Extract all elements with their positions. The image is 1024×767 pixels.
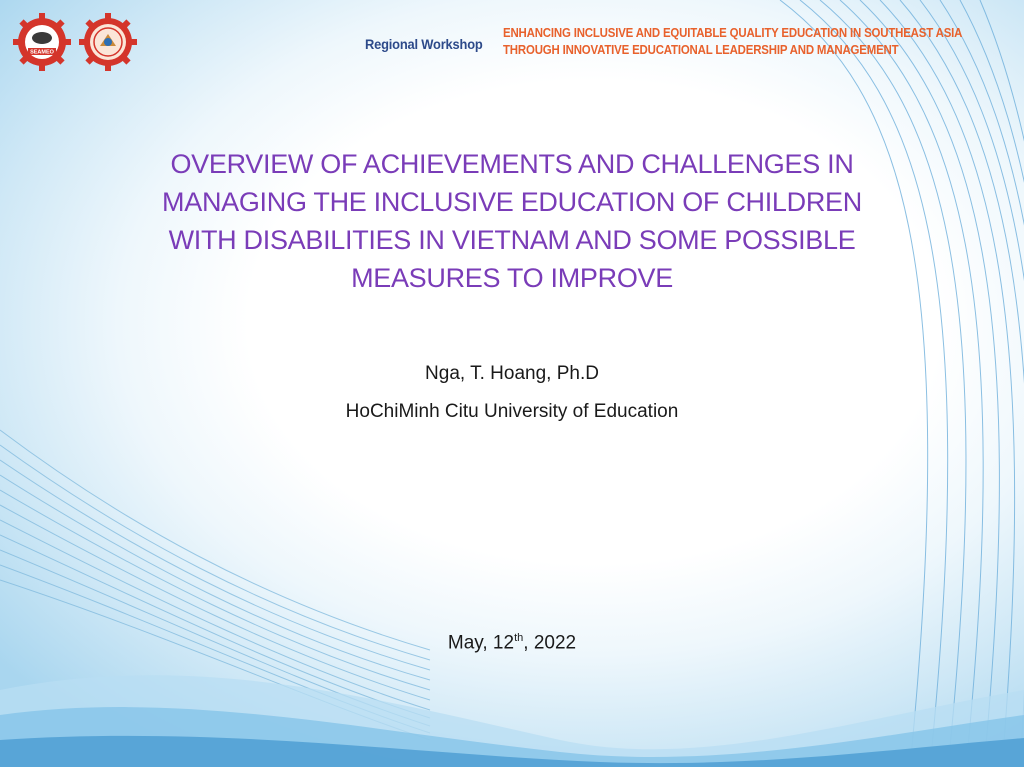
title-line: OVERVIEW OF ACHIEVEMENTS AND CHALLENGES IN — [170, 149, 854, 179]
workshop-theme-line2: THROUGH INNOVATIVE EDUCATIONAL LEADERSHIP AND MANAGEMENT — [502, 42, 899, 57]
presentation-date — [0, 632, 1024, 654]
seameo-logo-text: SEAMEO — [30, 49, 54, 56]
workshop-header — [365, 24, 1024, 58]
presentation-title — [112, 145, 912, 297]
workshop-theme — [503, 24, 962, 58]
seameo-logo — [12, 12, 72, 72]
date-ordinal-suffix: th — [514, 632, 524, 644]
title-line: MANAGING THE INCLUSIVE EDUCATION OF CHILDREN — [162, 187, 862, 217]
author-name: Nga, T. Hoang, Ph.D — [425, 363, 599, 384]
date-rest: , 2022 — [523, 632, 577, 654]
workshop-label: Regional Workshop — [365, 36, 483, 52]
author-affiliation: HoChiMinh Citu University of Education — [345, 401, 679, 422]
institution-seal-logo — [78, 12, 138, 72]
title-line: WITH DISABILITIES IN VIETNAM AND SOME POSSIBLE — [168, 225, 856, 255]
title-line: MEASURES TO IMPROVE — [351, 263, 673, 293]
date-prefix: May, 12 — [447, 632, 515, 654]
workshop-theme-line1: ENHANCING INCLUSIVE AND EQUITABLE QUALITY EDUCATION IN SOUTHEAST ASIA — [502, 25, 963, 40]
